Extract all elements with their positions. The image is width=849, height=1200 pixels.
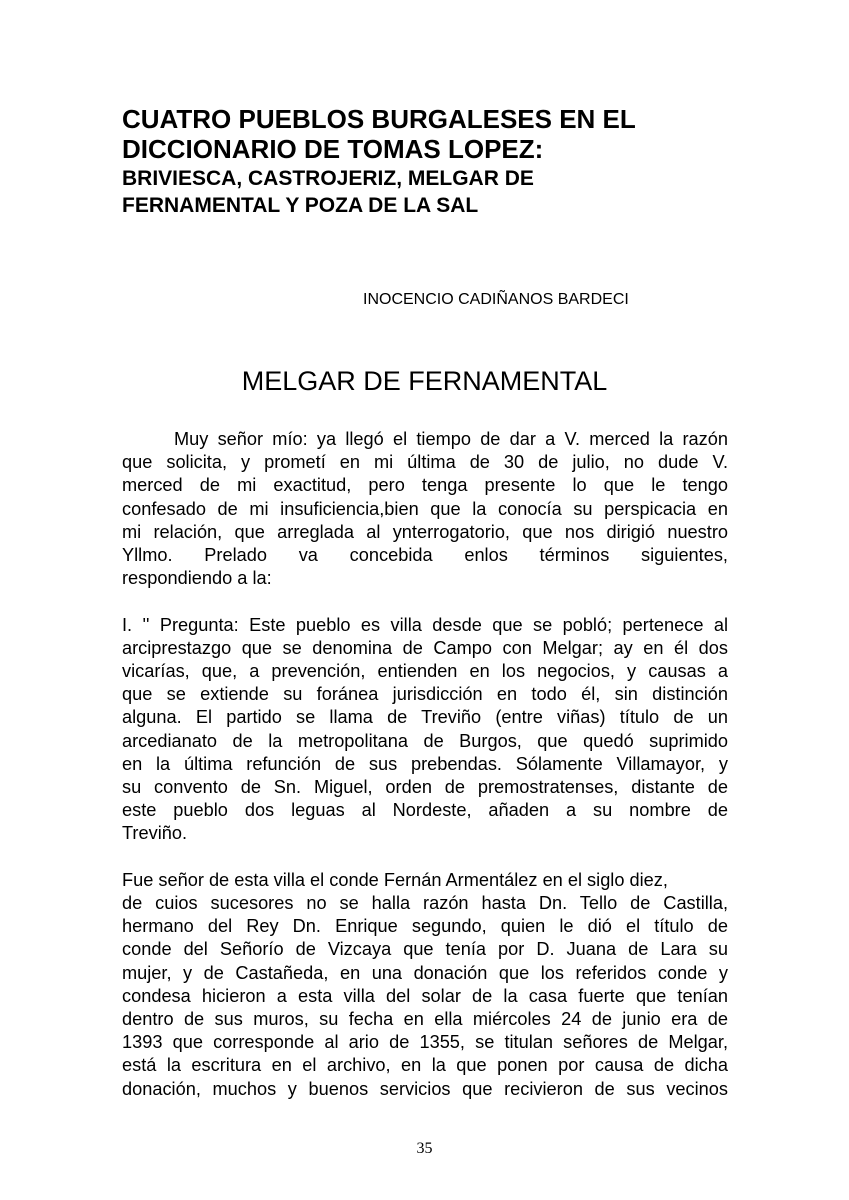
paragraph <box>122 428 728 590</box>
text-line: respondiendo a la: <box>122 568 272 589</box>
subtitle-line: FERNAMENTAL Y POZA DE LA SAL <box>122 194 479 217</box>
page-number: 35 <box>416 1140 433 1157</box>
main-title <box>122 104 742 164</box>
main-title-line: CUATRO PUEBLOS BURGALESES EN EL <box>122 104 636 134</box>
text-line: Fue señor de esta villa el conde Fernán Armentález en el siglo diez, <box>122 869 668 890</box>
text-line: dentro de sus muros, su fecha en ella miércoles 24 de junio era de <box>122 1009 728 1030</box>
text-line: conde del Señorío de Vizcaya que tenía por D. Juana de Lara su <box>122 939 728 960</box>
text-line: este pueblo dos leguas al Nordeste, añaden a su nombre de <box>122 800 728 821</box>
text-line: que solicita, y prometí en mi última de 30 de julio, no dude V. <box>122 452 728 473</box>
text-line: alguna. El partido se llama de Treviño (entre viñas) título de un <box>122 707 728 728</box>
text-line: su convento de Sn. Miguel, orden de premostratenses, distante de <box>122 777 728 798</box>
text-line: donación, muchos y buenos servicios que recivieron de sus vecinos <box>122 1078 728 1099</box>
text-line: de cuios sucesores no se halla razón hasta Dn. Tello de Castilla, <box>122 893 728 914</box>
text-line: mi relación, que arreglada al ynterrogatorio, que nos dirigió nuestro <box>122 521 728 542</box>
text-line: arciprestazgo que se denomina de Campo con Melgar; ay en él dos <box>122 637 728 658</box>
text-line: arcedianato de la metropolitana de Burgos, que quedó suprimido <box>122 730 728 751</box>
text-line: merced de mi exactitud, pero tenga presente lo que le tengo <box>122 475 728 496</box>
section-title: MELGAR DE FERNAMENTAL <box>241 366 608 396</box>
text-line: confesado de mi insuficiencia,bien que la conocía su perspicacia en <box>122 498 728 519</box>
text-line: I. '' Pregunta: Este pueblo es villa desde que se pobló; pertenece al <box>122 614 728 635</box>
title-block <box>122 104 742 219</box>
text-line: condesa hicieron a esta villa del solar de la casa fuerte que tenían <box>122 985 728 1006</box>
text-line: Muy señor mío: ya llegó el tiempo de dar a V. merced la razón <box>174 429 728 449</box>
text-line: en la última refunción de sus prebendas. Sólamente Villamayor, y <box>122 753 728 774</box>
paragraph <box>122 614 728 846</box>
subtitle <box>122 165 742 219</box>
text-line: está la escritura en el archivo, en la que ponen por causa de dicha <box>122 1055 728 1076</box>
text-line: Yllmo. Prelado va concebida enlos términos siguientes, <box>122 545 728 566</box>
author-name: INOCENCIO CADIÑANOS BARDECI <box>363 291 629 308</box>
subtitle-line: BRIVIESCA, CASTROJERIZ, MELGAR DE <box>122 167 534 190</box>
text-line: mujer, y de Castañeda, en una donación que los referidos conde y <box>122 962 728 983</box>
text-line: 1393 que corresponde al ario de 1355, se titulan señores de Melgar, <box>122 1032 728 1053</box>
body-text <box>122 428 728 1124</box>
main-title-line: DICCIONARIO DE TOMAS LOPEZ: <box>122 134 544 164</box>
text-line: vicarías, que, a prevención, entienden en los negocios, y causas a <box>122 661 728 682</box>
paragraph <box>122 869 728 1101</box>
text-line: que se extiende su foránea jurisdicción en todo él, sin distinción <box>122 684 728 705</box>
text-line: Treviño. <box>122 823 188 844</box>
text-line: hermano del Rey Dn. Enrique segundo, quien le dió el título de <box>122 916 728 937</box>
